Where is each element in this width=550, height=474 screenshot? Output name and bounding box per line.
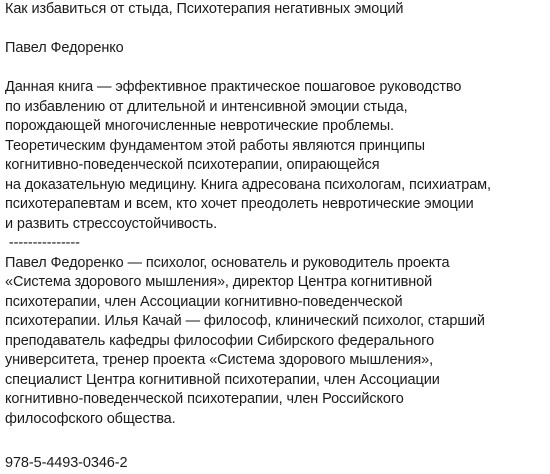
- about-authors-line: университета, тренер проекта «Система здорового мышления»,: [5, 352, 434, 368]
- description-line: когнитивно-поведенческой психотерапии, опирающейся: [5, 157, 380, 173]
- book-title: Как избавиться от стыда, Психотерапия негативных эмоций: [5, 1, 404, 17]
- description-line: на доказательную медицину. Книга адресована психологам, психиатрам,: [5, 176, 491, 193]
- about-authors-line: психотерапии, член Ассоциации когнитивно-поведенческой: [5, 293, 403, 310]
- book-description: [5, 78, 491, 429]
- book-author: Павел Федоренко: [5, 40, 124, 56]
- description-line: порождающей многочисленные невротические проблемы.: [5, 118, 394, 134]
- description-line: и развить стрессоустойчивость.: [5, 215, 218, 232]
- description-line: Теоретическим фундаментом этой работы являются принципы: [5, 137, 425, 154]
- section-separator: ---------------: [5, 235, 80, 251]
- description-line: Данная книга — эффективное практическое пошаговое руководство: [5, 79, 462, 95]
- isbn: 978-5-4493-0346-2: [5, 455, 128, 471]
- about-authors-line: когнитивно-поведенческой психотерапии, член Российского: [5, 391, 404, 407]
- description-line: психотерапевтам и всем, кто хочет преодолеть невротические эмоции: [5, 196, 474, 212]
- about-authors-line: Павел Федоренко — психолог, основатель и руководитель проекта: [5, 254, 450, 271]
- about-authors-line: «Система здорового мышления», директор Центра когнитивной: [5, 274, 433, 290]
- about-authors-line: философского общества.: [5, 410, 176, 427]
- description-line: по избавлению от длительной и интенсивной эмоции стыда,: [5, 98, 408, 115]
- about-authors-line: специалист Центра когнитивной психотерапии, член Ассоциации: [5, 371, 440, 388]
- about-authors-line: психотерапии. Илья Качай — философ, клинический психолог, старший: [5, 313, 485, 329]
- about-authors-line: преподаватель кафедры философии Сибирского федерального: [5, 332, 435, 349]
